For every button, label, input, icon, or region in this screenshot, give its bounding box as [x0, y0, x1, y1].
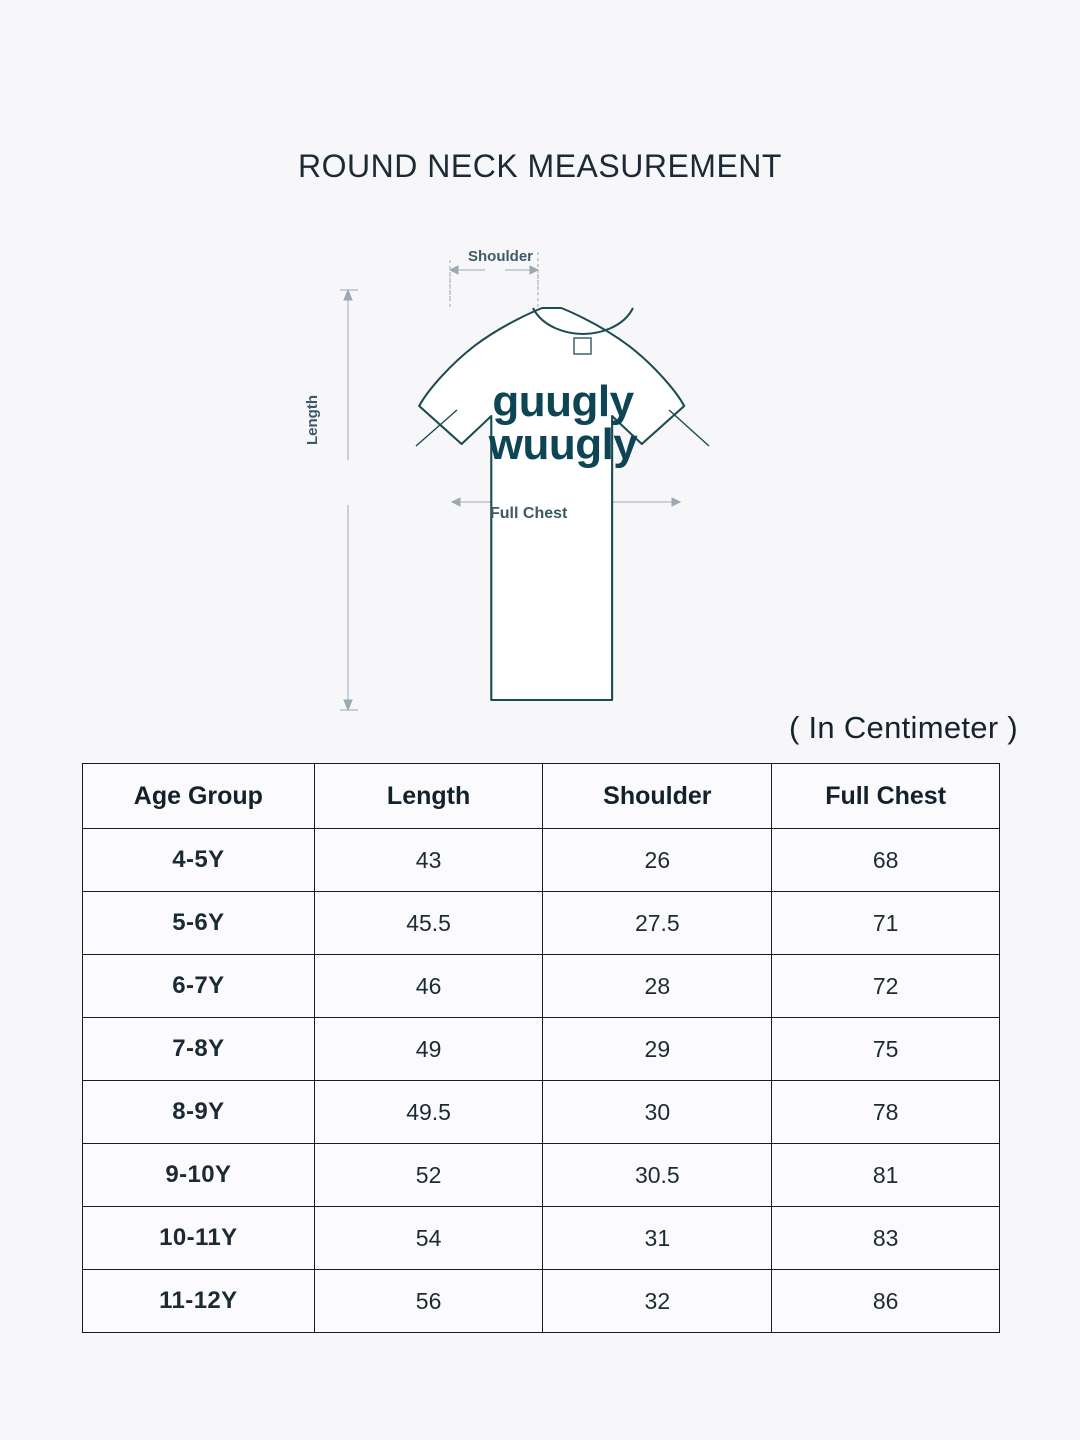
cell-age-group: 6-7Y: [83, 955, 315, 1018]
cell-age-group: 7-8Y: [83, 1018, 315, 1081]
shoulder-label: Shoulder: [468, 248, 534, 265]
cell-length: 49.5: [314, 1081, 543, 1144]
cell-full-chest: 83: [772, 1207, 1000, 1270]
cell-full-chest: 75: [772, 1018, 1000, 1081]
cell-shoulder: 30: [543, 1081, 772, 1144]
cell-full-chest: 71: [772, 892, 1000, 955]
cell-shoulder: 31: [543, 1207, 772, 1270]
table-row: [83, 1081, 1000, 1144]
length-label: Length: [304, 395, 321, 445]
tshirt-diagram: [300, 230, 780, 730]
cell-shoulder: 28: [543, 955, 772, 1018]
page-title: ROUND NECK MEASUREMENT: [298, 148, 782, 184]
cell-age-group: 4-5Y: [83, 829, 315, 892]
table-row: [83, 829, 1000, 892]
cell-shoulder: 27.5: [543, 892, 772, 955]
table-row: [83, 1207, 1000, 1270]
cell-length: 54: [314, 1207, 543, 1270]
brand-logo: [448, 377, 678, 470]
cell-length: 45.5: [314, 892, 543, 955]
unit-note: ( In Centimeter ): [788, 710, 1018, 745]
cell-length: 56: [314, 1270, 543, 1333]
cell-shoulder: 32: [543, 1270, 772, 1333]
column-header-age-group: Age Group: [83, 764, 315, 829]
cell-full-chest: 78: [772, 1081, 1000, 1144]
table-row: [83, 1144, 1000, 1207]
cell-age-group: 10-11Y: [83, 1207, 315, 1270]
cell-age-group: 5-6Y: [83, 892, 315, 955]
table-row: [83, 955, 1000, 1018]
full-chest-label: Full Chest: [490, 505, 568, 522]
brand-logo-line-2: wuugly: [488, 420, 638, 470]
column-header-shoulder: Shoulder: [543, 764, 772, 829]
cell-length: 49: [314, 1018, 543, 1081]
table-header-row: [83, 764, 1000, 829]
cell-full-chest: 81: [772, 1144, 1000, 1207]
cell-length: 43: [314, 829, 543, 892]
size-table: [82, 763, 1000, 1333]
cell-full-chest: 72: [772, 955, 1000, 1018]
cell-length: 52: [314, 1144, 543, 1207]
table-row: [83, 892, 1000, 955]
cell-age-group: 9-10Y: [83, 1144, 315, 1207]
column-header-length: Length: [314, 764, 543, 829]
cell-shoulder: 30.5: [543, 1144, 772, 1207]
tshirt-illustration: [300, 230, 780, 730]
cell-age-group: 8-9Y: [83, 1081, 315, 1144]
cell-shoulder: 29: [543, 1018, 772, 1081]
cell-full-chest: 86: [772, 1270, 1000, 1333]
cell-full-chest: 68: [772, 829, 1000, 892]
cell-age-group: 11-12Y: [83, 1270, 315, 1333]
table-row: [83, 1270, 1000, 1333]
cell-shoulder: 26: [543, 829, 772, 892]
brand-logo-line-1: guugly: [492, 377, 634, 426]
column-header-full-chest: Full Chest: [772, 764, 1000, 829]
cell-length: 46: [314, 955, 543, 1018]
table-row: [83, 1018, 1000, 1081]
